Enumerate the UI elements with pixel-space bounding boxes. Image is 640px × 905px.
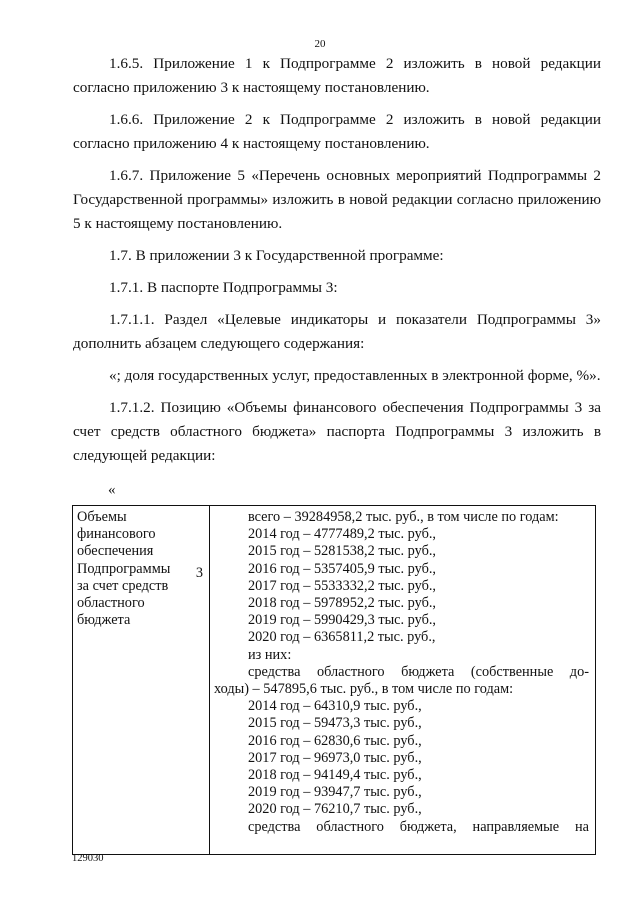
- own-funds-line: ходы) – 547895,6 тыс. руб., в том числе по годам:: [214, 681, 514, 698]
- own-year-line: 2016 год – 62830,6 тыс. руб.,: [248, 732, 422, 749]
- document-body: [73, 52, 601, 476]
- paragraph-1-6-6: 1.6.6. Приложение 2 к Подпрограмме 2 изложить в новой редакции согласно приложению 4 к настоящему постановлению.: [73, 111, 601, 152]
- total-year-line: 2017 год – 5533332,2 тыс. руб.,: [248, 577, 437, 594]
- own-year-line: 2019 год – 93947,7 тыс. руб.,: [248, 784, 422, 801]
- paragraph-1-6-7: 1.6.7. Приложение 5 «Перечень основных мероприятий Подпрограммы 2 Государственной программы» изложить в новой редакции согласно приложению 5 к настоящему постановлению.: [73, 167, 601, 232]
- label-line: Объемы: [77, 509, 127, 525]
- total-year-line: 2019 год – 5990429,3 тыс. руб.,: [248, 612, 437, 629]
- label-line: за счет средств: [77, 577, 169, 594]
- funding-label-cell: [73, 506, 210, 855]
- total-year-line: 2015 год – 5281538,2 тыс. руб.,: [248, 543, 437, 560]
- total-year-line: 2018 год – 5978952,2 тыс. руб.,: [248, 595, 437, 612]
- table-row: [73, 506, 596, 855]
- total-year-line: 2014 год – 4777489,2 тыс. руб.,: [248, 526, 437, 543]
- paragraph-1-7: 1.7. В приложении 3 к Государственной программе:: [109, 247, 444, 264]
- total-year-line: 2016 год – 5357405,9 тыс. руб.,: [248, 560, 437, 577]
- directed-funds-line: средства областного бюджета, направляемые на: [248, 818, 589, 835]
- paragraph-quote: «; доля государственных услуг, предоставленных в электронной форме, %».: [109, 367, 601, 384]
- funding-value-cell: [210, 506, 596, 855]
- total-year-line: 2020 год – 6365811,2 тыс. руб.,: [248, 629, 436, 646]
- own-year-line: 2018 год – 94149,4 тыс. руб.,: [248, 767, 422, 784]
- own-year-line: 2014 год – 64310,9 тыс. руб.,: [248, 698, 422, 715]
- paragraph-1-7-1-2: 1.7.1.2. Позицию «Объемы финансового обеспечения Подпрограммы 3 за счет средств областного бюджета» паспорта Подпрограммы 3 изложить в следующей редакции:: [73, 399, 601, 464]
- own-year-line: 2015 год – 59473,3 тыс. руб.,: [248, 715, 422, 732]
- page-number: 20: [314, 38, 326, 50]
- quote-open-mark: «: [108, 482, 116, 498]
- funding-table: [72, 505, 596, 855]
- label-suffix: 3: [195, 565, 203, 581]
- document-code: 129030: [72, 853, 104, 864]
- total-line: всего – 39284958,2 тыс. руб., в том числе по годам:: [248, 509, 559, 525]
- label-line: Подпрограммы: [77, 560, 171, 577]
- paragraph-1-7-1: 1.7.1. В паспорте Подпрограммы 3:: [109, 279, 338, 296]
- label-line: финансового: [77, 526, 156, 543]
- label-line: областного: [77, 595, 145, 612]
- label-line: бюджета: [77, 612, 131, 629]
- own-funds-line: средства областного бюджета (собственные до-: [248, 663, 589, 680]
- paragraph-1-7-1-1: 1.7.1.1. Раздел «Целевые индикаторы и показатели Подпрограммы 3» дополнить абзацем следующего содержания:: [73, 311, 601, 352]
- paragraph-1-6-5: 1.6.5. Приложение 1 к Подпрограмме 2 изложить в новой редакции согласно приложению 3 к настоящему постановлению.: [73, 55, 601, 96]
- label-line: обеспечения: [77, 543, 154, 560]
- own-year-line: 2017 год – 96973,0 тыс. руб.,: [248, 749, 422, 766]
- of-them-line: из них:: [248, 646, 292, 663]
- own-year-line: 2020 год – 76210,7 тыс. руб.,: [248, 801, 422, 818]
